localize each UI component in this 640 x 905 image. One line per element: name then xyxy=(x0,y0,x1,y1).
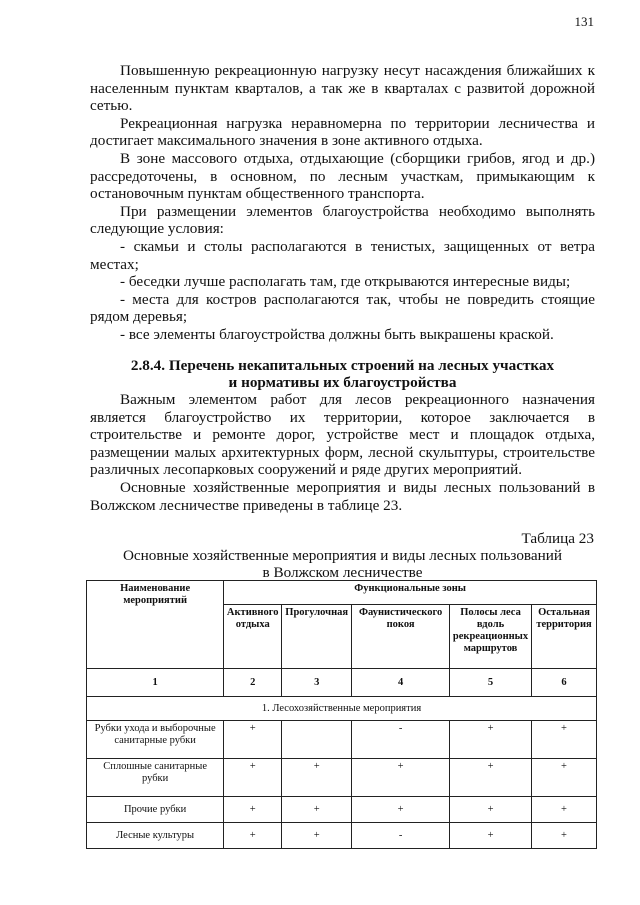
col-number: 6 xyxy=(532,669,597,697)
paragraph: Основные хозяйственные мероприятия и виды лесных пользований в Волжском лесничестве приведены в таблице 23. xyxy=(90,478,595,514)
section-text xyxy=(90,391,595,514)
paragraph: Важным элементом работ для лесов рекреационного назначения является благоустройство их территории, которое заключается в строительстве и ремонте дорог, устройстве мест и площадок отдыха, размещении малых архитектурных форм, лесной скульптуры, строительстве различных лесопарковых сооружений и ряде других мероприятий. xyxy=(90,391,595,479)
zone-header: Полосы леса вдоль рекреационных маршрутов xyxy=(450,605,532,669)
cell: + xyxy=(282,823,352,849)
cell: + xyxy=(450,759,532,797)
cell: + xyxy=(450,721,532,759)
section-title-line: 2.8.4. Перечень некапитальных строений на лесных участках xyxy=(130,357,555,374)
cell: + xyxy=(352,759,450,797)
col-number: 3 xyxy=(282,669,352,697)
table-row xyxy=(87,797,597,823)
zone-header: Остальная территория xyxy=(532,605,597,669)
cell xyxy=(282,721,352,759)
cell: + xyxy=(352,797,450,823)
paragraph: Повышенную рекреационную нагрузку несут насаждения ближайших к населенным пунктам кварталов, а так же в кварталах с развитой дорожной сетью. xyxy=(90,62,595,115)
cell: + xyxy=(224,759,282,797)
cell: + xyxy=(224,797,282,823)
row-name: Сплошные санитарные рубки xyxy=(87,759,224,797)
row-name: Лесные культуры xyxy=(87,823,224,849)
cell: + xyxy=(224,721,282,759)
list-item: - места для костров располагаются так, чтобы не повредить стоящие рядом деревья; xyxy=(90,290,595,326)
paragraph: В зоне массового отдыха, отдыхающие (сборщики грибов, ягод и др.) рассредоточены, в основном, по лесным участкам, примыкающим к остановочным пунктам общественного транспорта. xyxy=(90,149,595,203)
group-title: 1. Лесохозяйственные мероприятия xyxy=(87,697,597,721)
header-zones: Функциональные зоны xyxy=(224,581,597,605)
section-title xyxy=(90,357,595,391)
zone-header: Прогулочная xyxy=(282,605,352,669)
list-item: - скамьи и столы располагаются в тенистых, защищенных от ветра местах; xyxy=(90,237,595,273)
section-title-line: и нормативы их благоустройства xyxy=(228,374,457,391)
table-row xyxy=(87,759,597,797)
cell: + xyxy=(532,721,597,759)
table-caption-line: в Волжском лесничестве xyxy=(262,563,423,581)
zone-header: Фаунистического покоя xyxy=(352,605,450,669)
col-number: 1 xyxy=(87,669,224,697)
table-caption xyxy=(90,548,595,581)
paragraph: При размещении элементов благоустройства необходимо выполнять следующие условия: xyxy=(90,202,595,238)
cell: + xyxy=(224,823,282,849)
table-label: Таблица 23 xyxy=(521,530,594,547)
col-number: 5 xyxy=(450,669,532,697)
cell: + xyxy=(282,797,352,823)
col-number: 2 xyxy=(224,669,282,697)
table-row xyxy=(87,823,597,849)
list-item: - беседки лучше располагать там, где открываются интересные виды; xyxy=(120,273,571,291)
cell: + xyxy=(450,823,532,849)
page-number: 131 xyxy=(574,14,594,29)
row-name: Рубки ухода и выборочные санитарные рубки xyxy=(87,721,224,759)
activities-table xyxy=(86,580,597,849)
body-text xyxy=(90,62,595,344)
cell: - xyxy=(352,721,450,759)
row-name: Прочие рубки xyxy=(87,797,224,823)
paragraph: Рекреационная нагрузка неравномерна по территории лесничества и достигает максимального значения в зоне активного отдыха. xyxy=(90,114,595,150)
list-item: - все элементы благоустройства должны быть выкрашены краской. xyxy=(120,325,554,343)
cell: + xyxy=(282,759,352,797)
col-number: 4 xyxy=(352,669,450,697)
cell: + xyxy=(532,759,597,797)
table-row xyxy=(87,721,597,759)
cell: + xyxy=(450,797,532,823)
zone-header: Активного отдыха xyxy=(224,605,282,669)
header-name: Наименование мероприятий xyxy=(87,581,224,669)
cell: + xyxy=(532,797,597,823)
cell: + xyxy=(532,823,597,849)
cell: - xyxy=(352,823,450,849)
table-caption-line: Основные хозяйственные мероприятия и виды лесных пользований xyxy=(122,547,563,564)
